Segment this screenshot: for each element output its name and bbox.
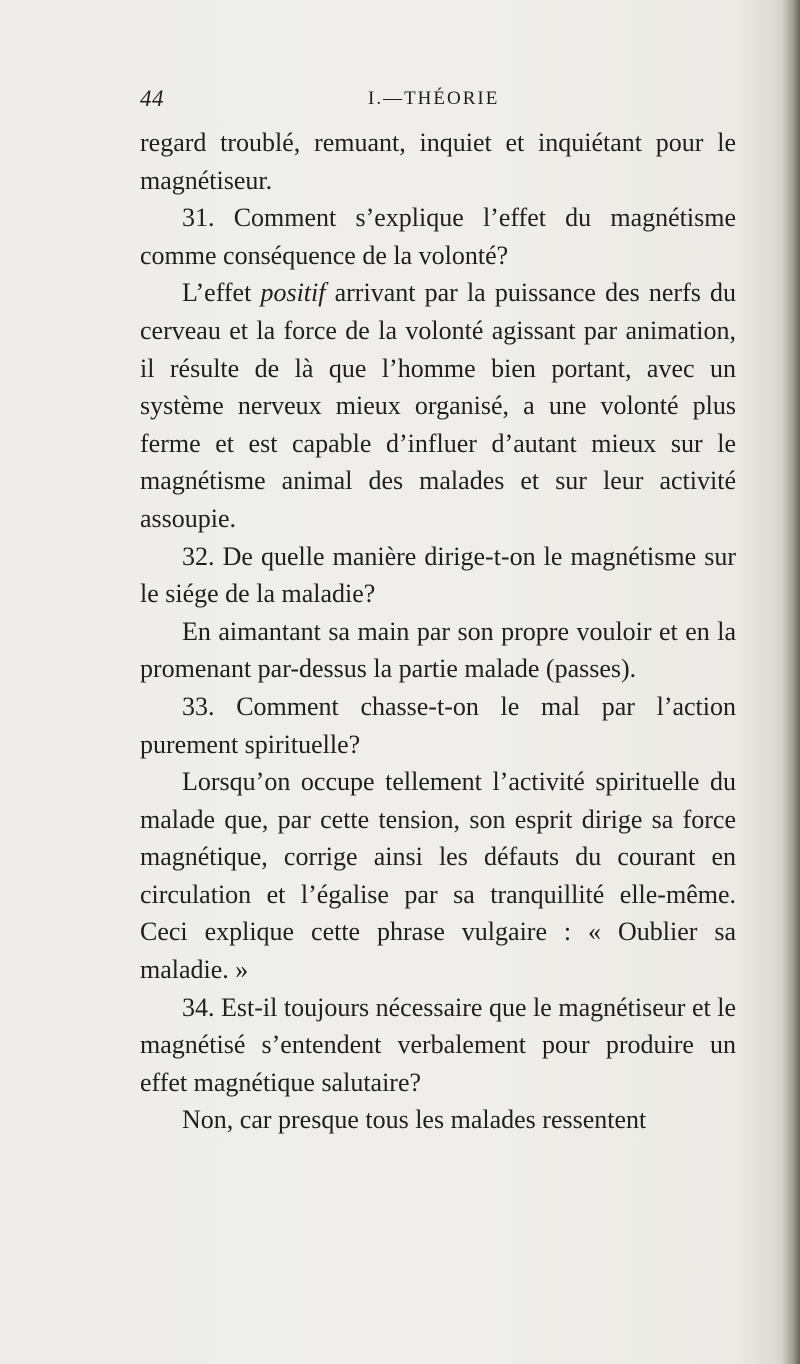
- answer-text-start: L’effet: [182, 278, 261, 308]
- question-text: De quelle manière dirige-t-on le magnétisme sur le siége de la maladie?: [140, 541, 737, 609]
- question-text: Comment chasse-t-on le mal par l’action purement spirituelle?: [140, 691, 737, 759]
- question-32: [140, 538, 736, 613]
- question-number: 32.: [182, 541, 215, 571]
- running-head: I.—THÉORIE: [368, 88, 500, 109]
- body-text: [140, 124, 736, 1139]
- question-34: [140, 989, 736, 1102]
- page-edge-shadow: [782, 0, 800, 1364]
- question-number: 34.: [182, 992, 215, 1022]
- question-33: [140, 688, 736, 763]
- answer-34: Non, car presque tous les malades ressentent: [182, 1105, 647, 1135]
- question-31: [140, 199, 736, 274]
- answer-italic-word: positif: [260, 278, 326, 308]
- question-text: Comment s’explique l’effet du magnétisme comme conséquence de la volonté?: [140, 203, 736, 270]
- page-number: 44: [140, 86, 164, 111]
- answer-31: [140, 274, 736, 537]
- page-header: [140, 86, 700, 116]
- answer-32: En aimantant sa main par son propre vouloir et en la promenant par-dessus la partie malade (passes).: [140, 616, 736, 684]
- answer-text-rest: arrivant par la puissance des nerfs du cerveau et la force de la volonté agissant par animation, il résulte de là que l’homme bien portant, avec un système nerveux mieux organisé, a une volonté plus ferme et est capable d’influer d’autant mieux sur le magnétisme animal des malades et sur leur activité assoupie.: [140, 278, 736, 533]
- question-number: 31.: [182, 203, 215, 233]
- question-number: 33.: [182, 691, 215, 721]
- answer-33: Lorsqu’on occupe tellement l’activité spirituelle du malade que, par cette tension, son esprit dirige sa force magnétique, corrige ainsi les défauts du courant en circulation et l’égalise par sa tranquillité elle-même. Ceci explique cette phrase vulgaire : « Oublier sa maladie. »: [140, 767, 736, 985]
- paragraph-continuation: regard troublé, remuant, inquiet et inquiétant pour le magnétiseur.: [140, 128, 736, 195]
- question-text: Est-il toujours nécessaire que le magnétiseur et le magnétisé s’entendent verbalement pour produire un effet magnétique salutaire?: [140, 992, 736, 1097]
